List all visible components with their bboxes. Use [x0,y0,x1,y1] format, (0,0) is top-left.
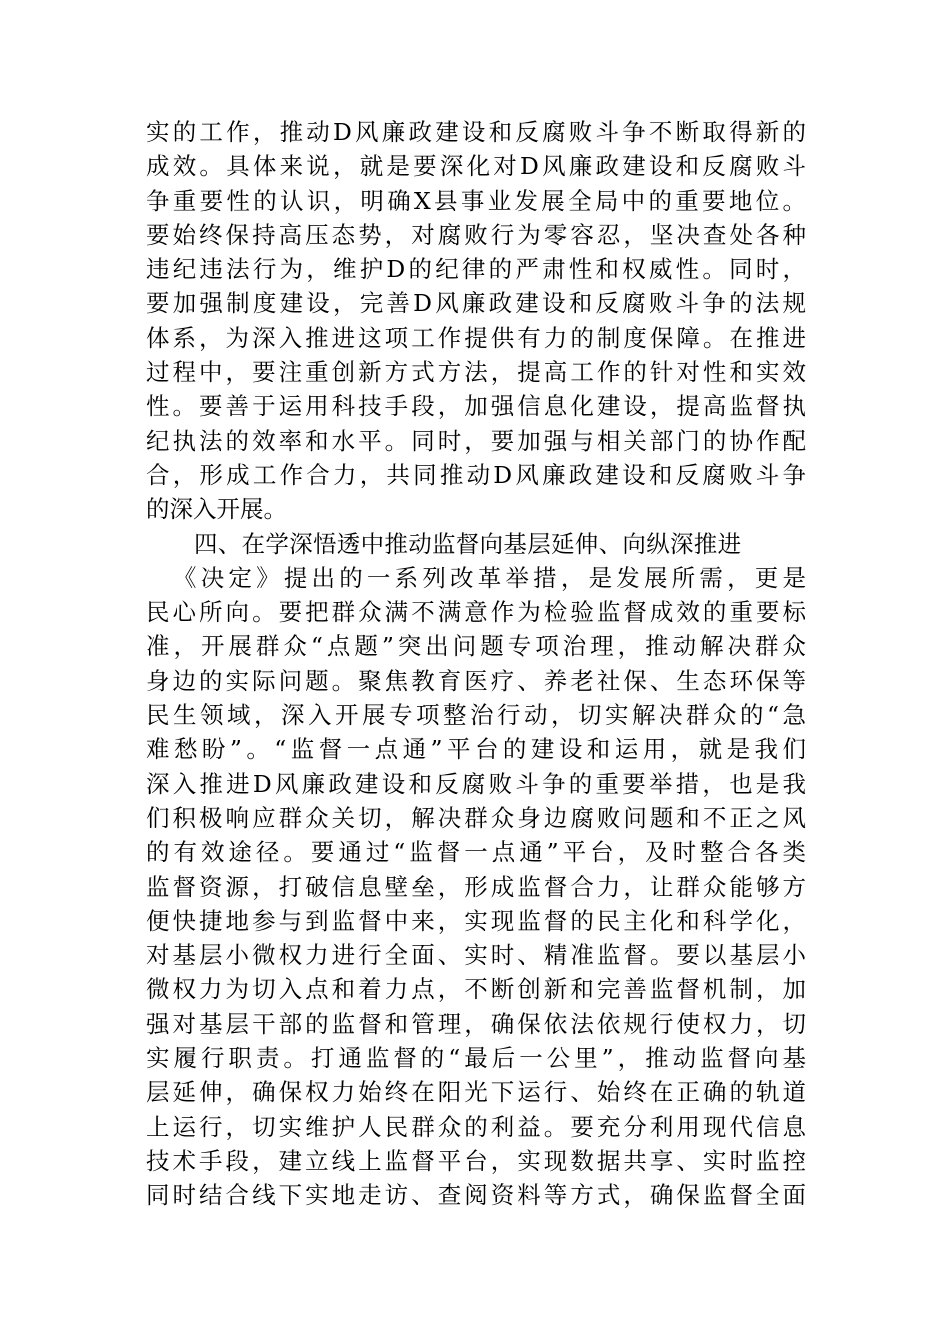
text-line: 对基层小微权力进行全面、实时、精准监督。要以基层小 [146,941,806,970]
text-line: 的有效途径。要通过“监督一点通”平台，及时整合各类 [146,838,806,867]
text-line: 纪执法的效率和水平。同时，要加强与相关部门的协作配 [146,426,806,455]
text-line: 准，开展群众“点题”突出问题专项治理，推动解决群众 [146,632,806,661]
text-line: 违纪违法行为，维护D的纪律的严肃性和权威性。同时， [146,255,806,284]
text-line: 们积极响应群众关切，解决群众身边腐败问题和不正之风 [146,803,806,832]
text-line: 深入推进D风廉政建设和反腐败斗争的重要举措，也是我 [146,769,806,798]
text-line: 成效。具体来说，就是要深化对D风廉政建设和反腐败斗 [146,152,806,181]
document-page [146,115,806,1213]
paragraph-continuation [146,115,806,527]
paragraph-section-four [146,561,806,1213]
text-line: 民心所向。要把群众满不满意作为检验监督成效的重要标 [146,598,806,627]
section-heading: 四、在学深悟透中推动监督向基层延伸、向纵深推进 [194,529,742,558]
text-line: 争重要性的认识，明确X县事业发展全局中的重要地位。 [146,186,806,215]
text-line: 监督资源，打破信息壁垒，形成监督合力，让群众能够方 [146,872,806,901]
text-line: 技术手段，建立线上监督平台，实现数据共享、实时监控 [146,1146,806,1175]
text-line: 的深入开展。 [146,495,287,524]
text-line: 要始终保持高压态势，对腐败行为零容忍，坚决查处各种 [146,220,806,249]
text-line: 《决定》提出的一系列改革举措，是发展所需，更是 [173,563,806,592]
text-line: 微权力为切入点和着力点，不断创新和完善监督机制，加 [146,975,806,1004]
text-line: 合，形成工作合力，共同推动D风廉政建设和反腐败斗争 [146,460,806,489]
text-line: 实的工作，推动D风廉政建设和反腐败斗争不断取得新的 [146,118,806,146]
text-line: 实履行职责。打通监督的“最后一公里”，推动监督向基 [146,1044,806,1073]
text-line: 性。要善于运用科技手段，加强信息化建设，提高监督执 [146,392,806,421]
text-line: 体系，为深入推进这项工作提供有力的制度保障。在推进 [146,323,806,352]
text-line: 身边的实际问题。聚焦教育医疗、养老社保、生态环保等 [146,666,806,695]
text-line: 过程中，要注重创新方式方法，提高工作的针对性和实效 [146,358,806,387]
text-line: 便快捷地参与到监督中来，实现监督的民主化和科学化， [146,906,806,935]
text-line: 上运行，切实维护人民群众的利益。要充分利用现代信息 [146,1112,806,1141]
text-line: 难愁盼”。“监督一点通”平台的建设和运用，就是我们 [146,735,806,764]
text-line: 民生领域，深入开展专项整治行动，切实解决群众的“急 [146,701,806,730]
text-line: 强对基层干部的监督和管理，确保依法依规行使权力，切 [146,1009,806,1038]
text-line: 同时结合线下实地走访、查阅资料等方式，确保监督全面 [146,1181,806,1210]
text-line: 层延伸，确保权力始终在阳光下运行、始终在正确的轨道 [146,1078,806,1107]
text-line: 要加强制度建设，完善D风廉政建设和反腐败斗争的法规 [146,289,806,318]
